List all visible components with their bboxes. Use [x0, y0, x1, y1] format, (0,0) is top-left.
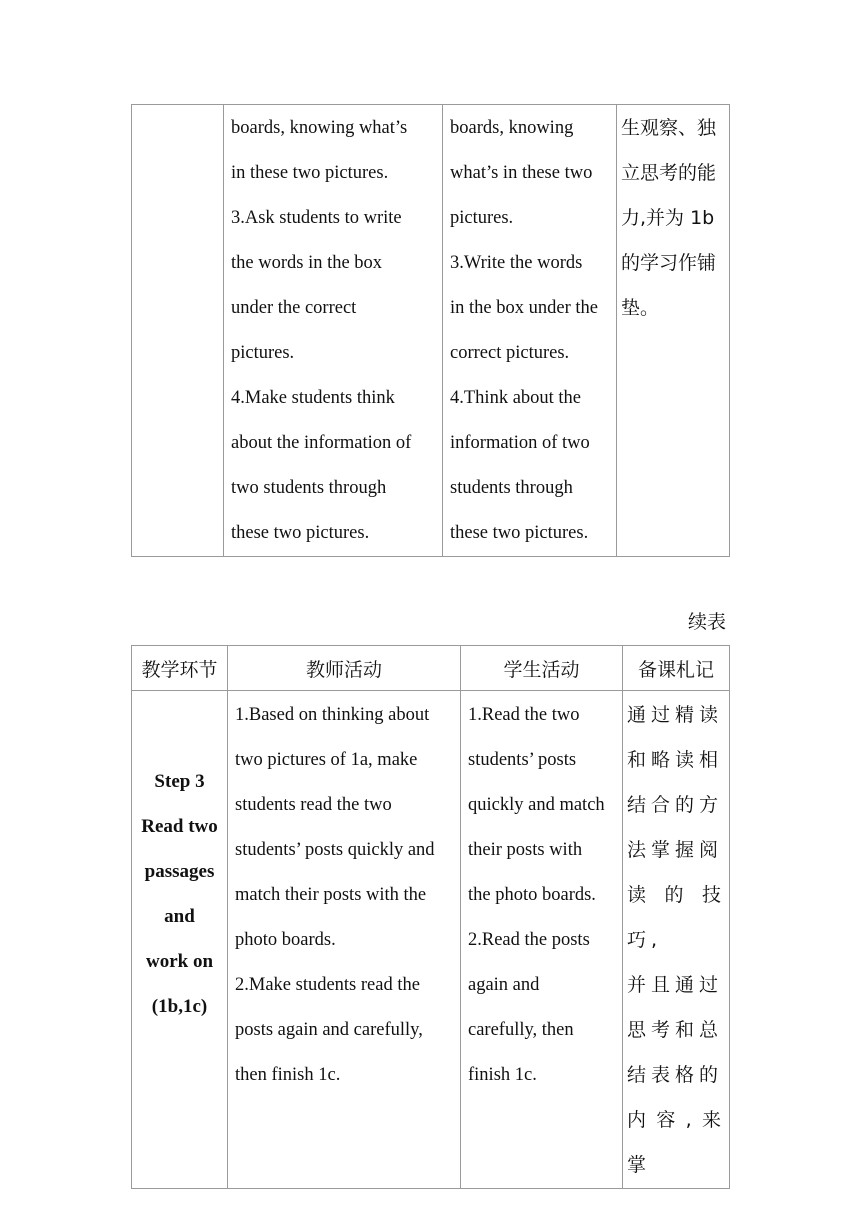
- text-line: photo boards.: [235, 930, 336, 950]
- text-line: pictures.: [450, 208, 514, 228]
- text-line: these two pictures.: [231, 523, 370, 543]
- header-stage: 教学环节: [132, 646, 228, 691]
- text-line: posts again and carefully,: [235, 1020, 423, 1040]
- teacher-activity-cell: [228, 691, 461, 1189]
- text-line: 1.Read the two: [468, 705, 580, 725]
- text-line: two pictures of 1a, make: [235, 750, 418, 770]
- text-line: quickly and match: [468, 795, 605, 815]
- text-line: 内容,来掌: [627, 1109, 726, 1176]
- step-cell: [132, 691, 228, 1189]
- text-line: 垫。: [621, 297, 660, 319]
- text-line: correct pictures.: [450, 343, 570, 363]
- text-line: in the box under the: [450, 298, 598, 318]
- student-activity-cell: [443, 105, 617, 557]
- text-line: 读的技巧,: [627, 884, 726, 951]
- notes-cell: [623, 691, 730, 1189]
- text-line: again and: [468, 975, 540, 995]
- teacher-activity-text: [224, 105, 442, 556]
- step-line: (1b,1c): [151, 996, 208, 1017]
- table-row: [132, 105, 730, 557]
- text-line: 2.Read the posts: [468, 930, 590, 950]
- step-line: passages: [144, 861, 215, 882]
- text-line: match their posts with the: [235, 885, 427, 905]
- notes-cell: [617, 105, 730, 557]
- header-notes: 备课札记: [623, 646, 730, 691]
- text-line: their posts with: [468, 840, 583, 860]
- text-line: 3.Ask students to write: [231, 208, 402, 228]
- text-line: students through: [450, 478, 573, 498]
- header-teacher-activity: 教师活动: [228, 646, 461, 691]
- text-line: 结表格的: [627, 1064, 724, 1086]
- text-line: 的学习作铺: [621, 252, 717, 274]
- text-line: 4.Think about the: [450, 388, 582, 408]
- step-line: Read two: [141, 816, 218, 837]
- student-activity-text: [461, 691, 622, 1098]
- header-student-activity: 学生活动: [461, 646, 623, 691]
- text-line: students’ posts: [468, 750, 577, 770]
- lesson-table-continued: [131, 104, 730, 557]
- text-line: 4.Make students think: [231, 388, 395, 408]
- text-line: about the information of: [231, 433, 412, 453]
- student-activity-text: [443, 105, 616, 556]
- text-line: students’ posts quickly and: [235, 840, 435, 860]
- table-row: [132, 691, 730, 1189]
- step-line: and: [164, 906, 195, 927]
- teacher-activity-cell: [224, 105, 443, 557]
- step-cell-empty: [132, 105, 224, 557]
- text-line: 生观察、独: [621, 117, 717, 139]
- student-activity-cell: [461, 691, 623, 1189]
- text-line: information of two: [450, 433, 590, 453]
- continued-label: 续表: [688, 611, 727, 633]
- text-line: carefully, then: [468, 1020, 574, 1040]
- text-line: students read the two: [235, 795, 392, 815]
- text-line: 并且通过: [627, 974, 724, 996]
- text-line: 3.Write the words: [450, 253, 583, 273]
- text-line: in these two pictures.: [231, 163, 389, 183]
- text-line: boards, knowing: [450, 118, 574, 138]
- text-line: 思考和总: [627, 1019, 724, 1041]
- text-line: 通过精读: [627, 704, 724, 726]
- text-line: the photo boards.: [468, 885, 596, 905]
- text-line: 立思考的能: [621, 162, 717, 184]
- text-line: what’s in these two: [450, 163, 593, 183]
- text-line: two students through: [231, 478, 387, 498]
- step-line: Step 3: [154, 771, 205, 792]
- table-header-row: [132, 646, 730, 691]
- text-line: 和略读相: [627, 749, 724, 771]
- text-line: 结合的方: [627, 794, 724, 816]
- text-line: 力,并为 1b: [621, 207, 715, 229]
- step-line: work on: [145, 951, 214, 972]
- text-line: these two pictures.: [450, 523, 589, 543]
- text-line: boards, knowing what’s: [231, 118, 408, 138]
- text-line: pictures.: [231, 343, 295, 363]
- text-line: then finish 1c.: [235, 1065, 341, 1085]
- lesson-table: [131, 645, 730, 1189]
- text-line: under the correct: [231, 298, 357, 318]
- teacher-activity-text: [228, 691, 460, 1098]
- text-line: 1.Based on thinking about: [235, 705, 430, 725]
- text-line: 法掌握阅: [627, 839, 724, 861]
- notes-text: [617, 105, 729, 331]
- notes-text: [623, 691, 729, 1188]
- text-line: 2.Make students read the: [235, 975, 420, 995]
- text-line: the words in the box: [231, 253, 383, 273]
- text-line: finish 1c.: [468, 1065, 537, 1085]
